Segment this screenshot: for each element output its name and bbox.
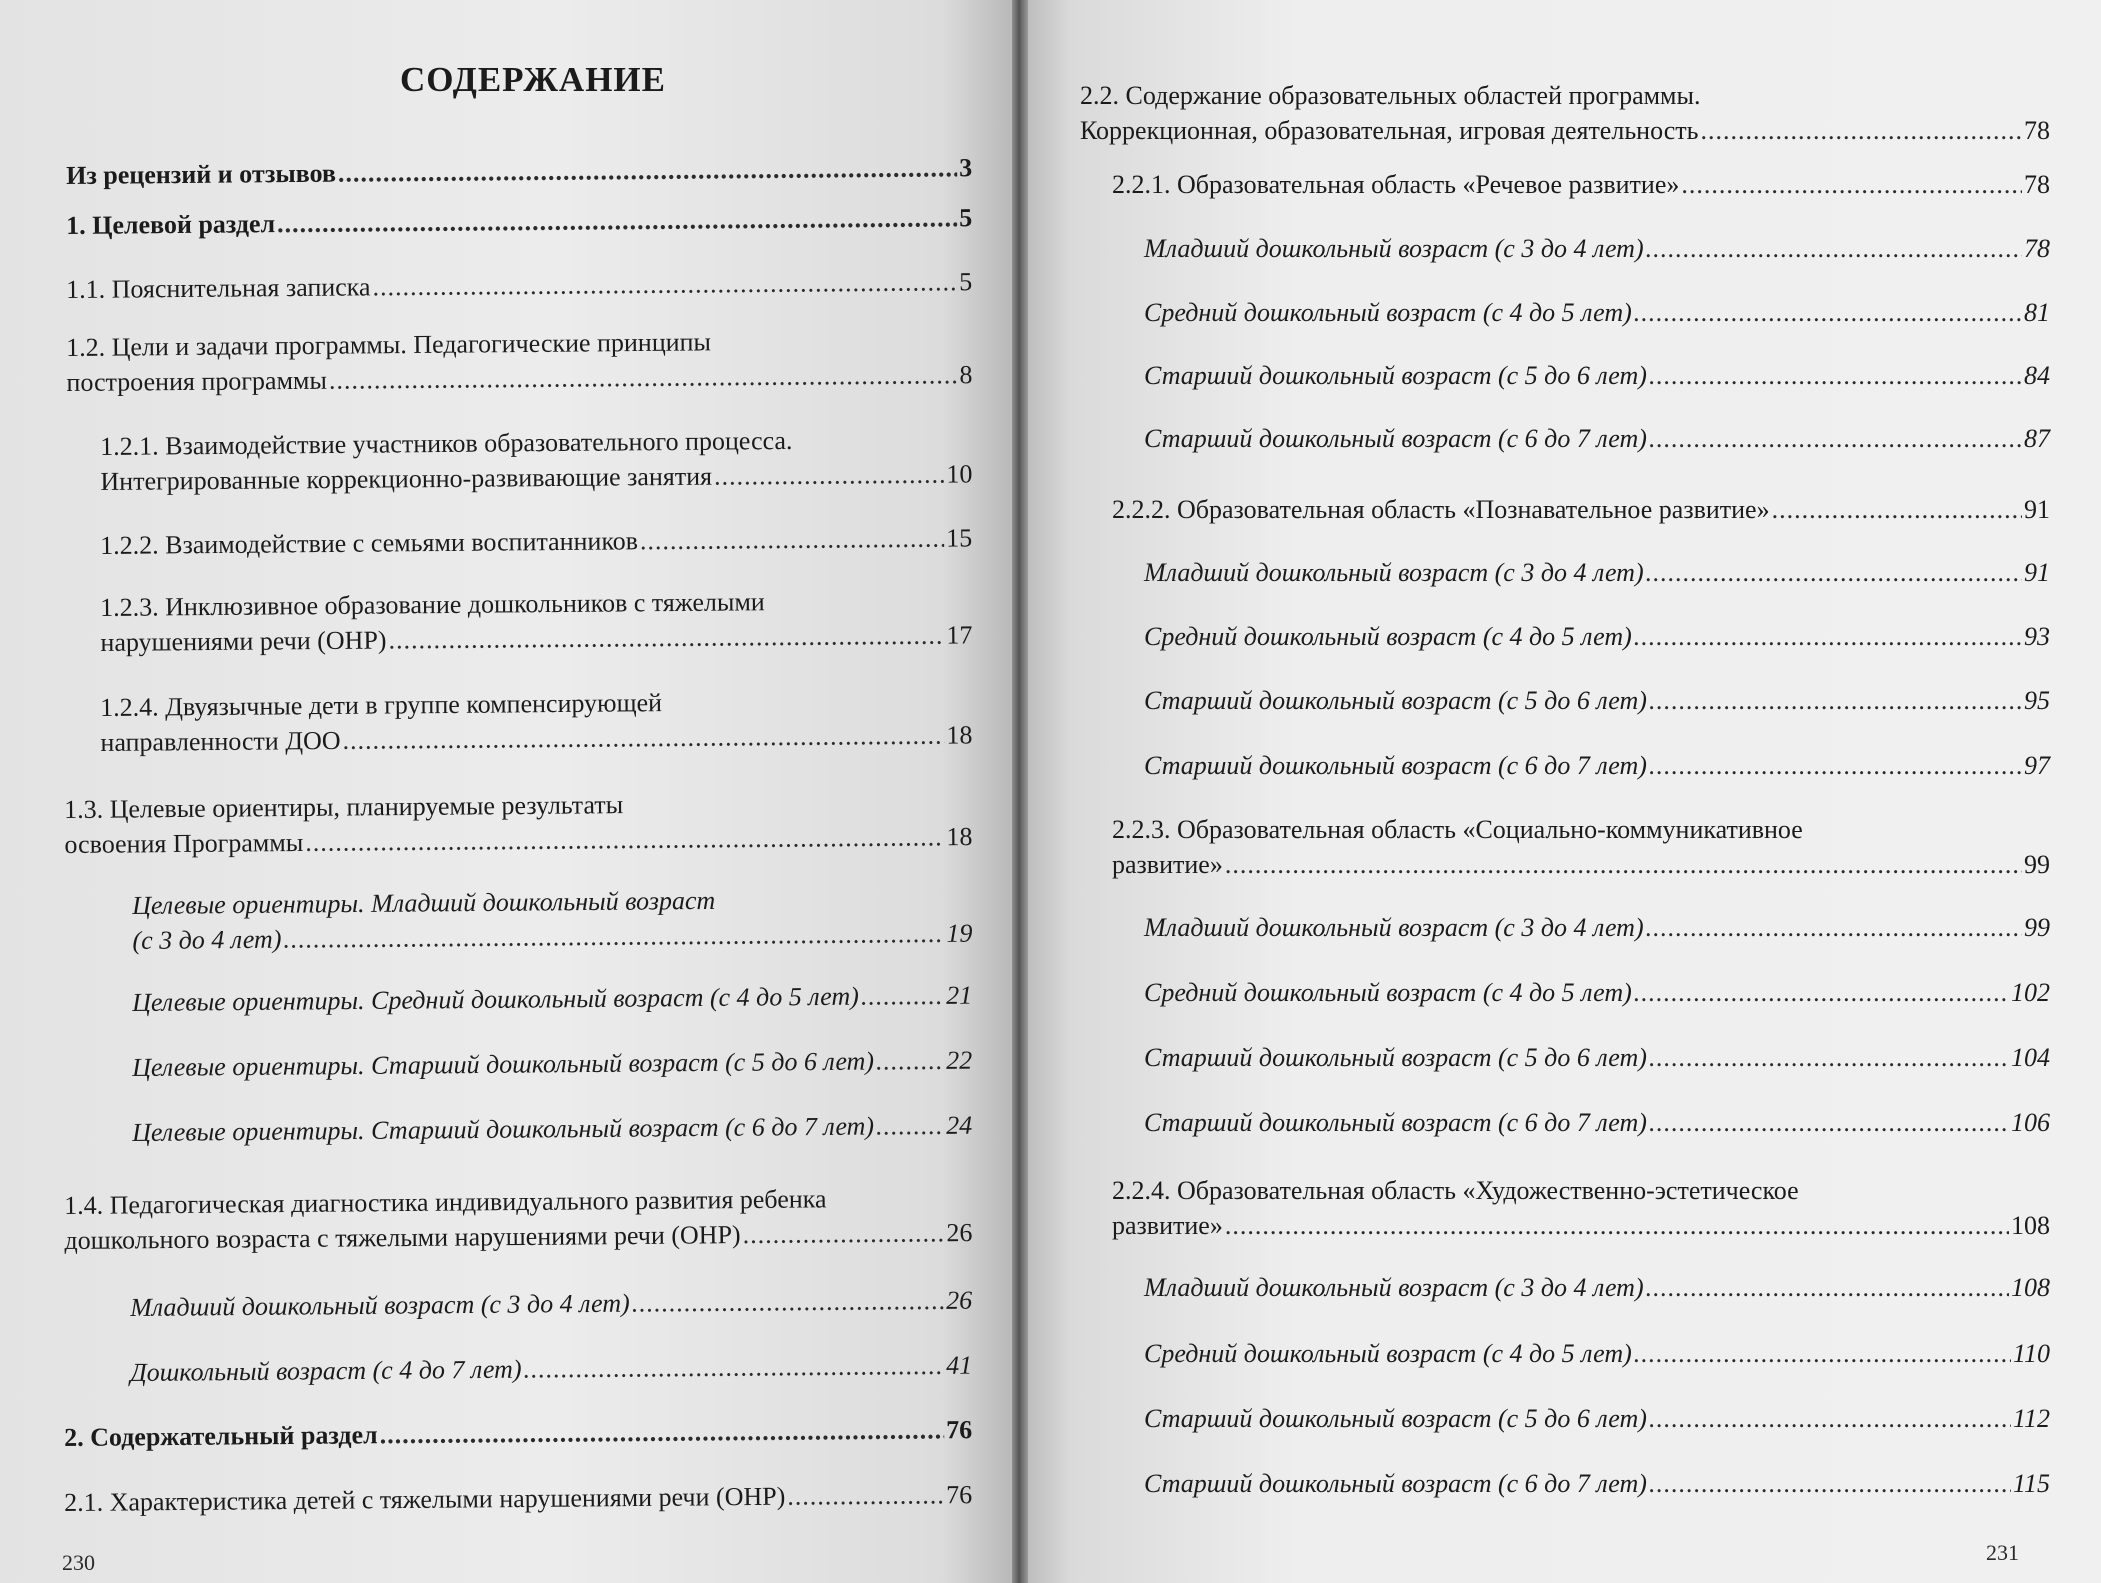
toc-entry: 2.2. Содержание образовательных областей программы. Коррекционная, образовательная, игровая деятельность ..... 78 [1080,78,2050,148]
page-number-right: 231 [1986,1540,2019,1565]
toc-entry: Старший дошкольный возраст (с 6 до 7 лет) ..... 106 [1144,1105,2050,1140]
toc-entry: Средний дошкольный возраст (с 4 до 5 лет) ..... 102 [1144,975,2050,1010]
toc-entry: Старший дошкольный возраст (с 6 до 7 лет) ..... 87 [1144,421,2050,456]
toc-entry: 1.1. Пояснительная записка ..... 5 [66,264,972,307]
toc-entry: 2. Содержательный раздел ..... 76 [64,1412,972,1455]
toc-entry: Младший дошкольный возраст (с 3 до 4 лет) ..... 91 [1144,555,2050,590]
toc-entry: 1.2. Цели и задачи программы. Педагогические принципы построения программы ..... 8 [66,322,973,400]
toc-entry: 2.1. Характеристика детей с тяжелыми нарушениями речи (ОНР) ..... 76 [64,1477,972,1520]
toc-entry: 1. Целевой раздел ..... 5 [66,200,972,243]
toc-entry: 1.4. Педагогическая диагностика индивидуального развития ребенка дошкольного возраста с тяжелыми нарушениями речи (ОНР) ..... 26 [64,1180,973,1258]
toc-entry: Из рецензий и отзывов ..... 3 [66,150,972,193]
toc-entry: Младший дошкольный возраст (с 3 до 4 лет) ..... 78 [1144,231,2050,266]
toc-entry: Старший дошкольный возраст (с 6 до 7 лет) ..... 97 [1144,748,2050,783]
toc-entry: Средний дошкольный возраст (с 4 до 5 лет) ..... 81 [1144,295,2050,330]
toc-entry: 1.2.2. Взаимодействие с семьями воспитанников ..... 15 [100,520,972,563]
toc-entry: Целевые ориентиры. Старший дошкольный возраст (с 5 до 6 лет) ..... 22 [132,1043,972,1085]
toc-entry: 2.2.2. Образовательная область «Познавательное развитие» ..... 91 [1112,492,2050,527]
toc-entry: 1.2.1. Взаимодействие участников образовательного процесса. Интегрированные коррекционно-развивающие занятия ..... 10 [100,421,973,499]
contents-title: СОДЕРЖАНИЕ [400,60,667,99]
toc-entry: Целевые ориентиры. Средний дошкольный возраст (с 4 до 5 лет) ..... 21 [132,978,972,1020]
toc-entry: Средний дошкольный возраст (с 4 до 5 лет) ..... 93 [1144,619,2050,654]
toc-entry: Младший дошкольный возраст (с 3 до 4 лет) ..... 108 [1144,1270,2050,1305]
toc-entry: Старший дошкольный возраст (с 5 до 6 лет) ..... 84 [1144,358,2050,393]
toc-entry: Старший дошкольный возраст (с 5 до 6 лет) ..... 104 [1144,1040,2050,1075]
toc-entry: Целевые ориентиры. Младший дошкольный возраст (с 3 до 4 лет) ..... 19 [132,881,973,958]
left-page [0,0,1012,1583]
toc-entry: 2.2.4. Образовательная область «Художественно-эстетическое развитие» ..... 108 [1112,1173,2050,1243]
book-gutter [1012,0,1028,1583]
toc-entry: 1.3. Целевые ориентиры, планируемые результаты освоения Программы ..... 18 [64,784,973,862]
toc-entry: 2.2.1. Образовательная область «Речевое развитие» ..... 78 [1112,167,2050,202]
toc-entry: 1.2.4. Двуязычные дети в группе компенсирующей направленности ДОО ..... 18 [100,682,973,760]
page-number-left: 230 [62,1550,95,1575]
toc-entry: Старший дошкольный возраст (с 5 до 6 лет) ..... 112 [1144,1401,2050,1436]
toc-entry: Дошкольный возраст (с 4 до 7 лет) ..... 41 [130,1348,972,1390]
toc-entry: Младший дошкольный возраст (с 3 до 4 лет) ..... 26 [130,1283,972,1325]
toc-entry: Старший дошкольный возраст (с 6 до 7 лет) ..... 115 [1144,1466,2050,1501]
toc-entry: 2.2.3. Образовательная область «Социально-коммуникативное развитие» ..... 99 [1112,812,2050,882]
toc-entry: Целевые ориентиры. Старший дошкольный возраст (с 6 до 7 лет) ..... 24 [132,1108,972,1150]
toc-entry: Младший дошкольный возраст (с 3 до 4 лет) ..... 99 [1144,910,2050,945]
right-page [1028,0,2101,1583]
toc-entry: 1.2.3. Инклюзивное образование дошкольников с тяжелыми нарушениями речи (ОНР) ..... 17 [100,582,973,660]
toc-entry: Старший дошкольный возраст (с 5 до 6 лет) ..... 95 [1144,683,2050,718]
toc-entry: Средний дошкольный возраст (с 4 до 5 лет) ..... 110 [1144,1336,2050,1371]
